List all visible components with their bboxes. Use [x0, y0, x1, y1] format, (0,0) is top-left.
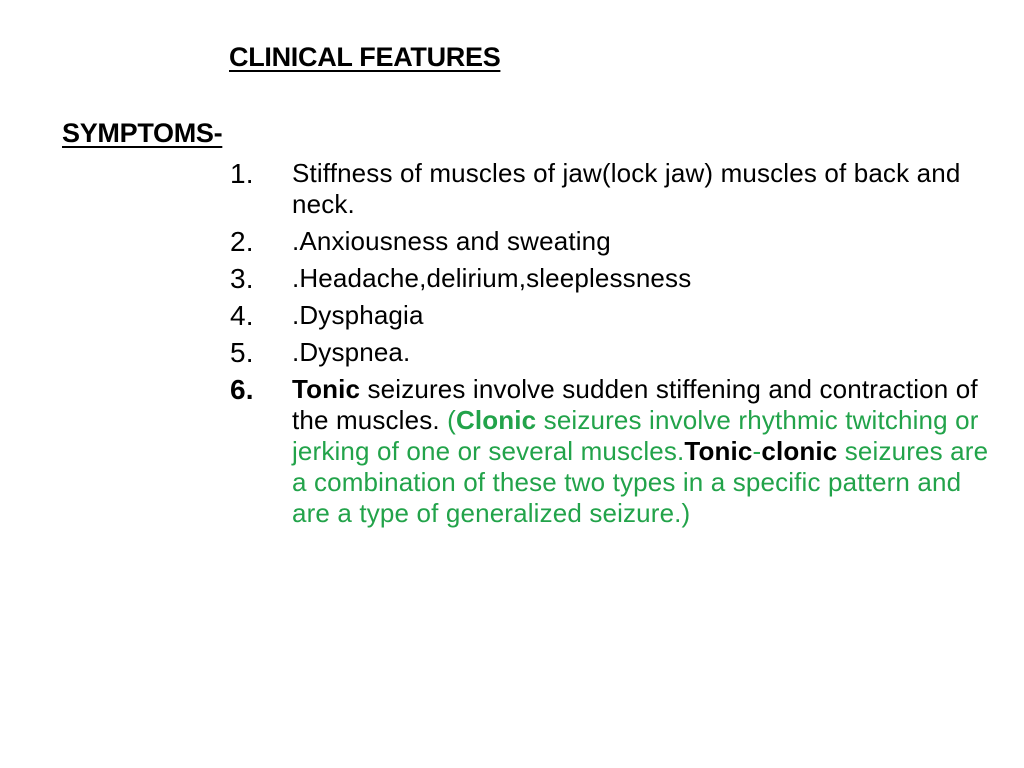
list-item-text: Stiffness of muscles of jaw(lock jaw) muscles of back and neck. — [292, 158, 961, 219]
clonic-label: Clonic — [455, 405, 537, 435]
list-item-number: 4. — [230, 300, 254, 331]
list-item-number: 6. — [230, 374, 254, 405]
list-item — [230, 226, 990, 257]
tonic-description: seizures involve sudden stiffening and contraction of the muscles. — [292, 374, 978, 435]
slide-title: CLINICAL FEATURES — [229, 42, 501, 72]
list-item-text: .Headache,delirium,sleeplessness — [292, 263, 692, 293]
list-item-number: 3. — [230, 263, 254, 294]
tonic-clonic-dash: - — [752, 436, 762, 466]
list-item — [230, 300, 990, 331]
list-item — [230, 337, 990, 368]
tonic-label: Tonic — [292, 374, 361, 404]
tonic-clonic-clonic-label: clonic — [761, 436, 838, 466]
list-item-text: .Dysphagia — [292, 300, 424, 330]
list-item-text: .Anxiousness and sweating — [292, 226, 611, 256]
list-item-text: .Dyspnea. — [292, 337, 411, 367]
paren-open: ( — [447, 405, 456, 435]
list-item-number: 5. — [230, 337, 254, 368]
tonic-clonic-tonic-label: Tonic — [684, 436, 753, 466]
list-item-number: 2. — [230, 226, 254, 257]
symptoms-list — [230, 158, 990, 535]
tonic-clonic-description: seizures are a combination of these two types in a specific pattern and are a type of generalized seizure.) — [292, 436, 989, 528]
list-item — [230, 263, 990, 294]
list-item — [230, 158, 990, 220]
clonic-description: seizures involve rhythmic twitching or jerking of one or several muscles. — [292, 405, 979, 466]
section-heading-symptoms: SYMPTOMS- — [62, 118, 223, 148]
list-item-number: 1. — [230, 158, 254, 189]
list-item-seizures — [230, 374, 990, 529]
